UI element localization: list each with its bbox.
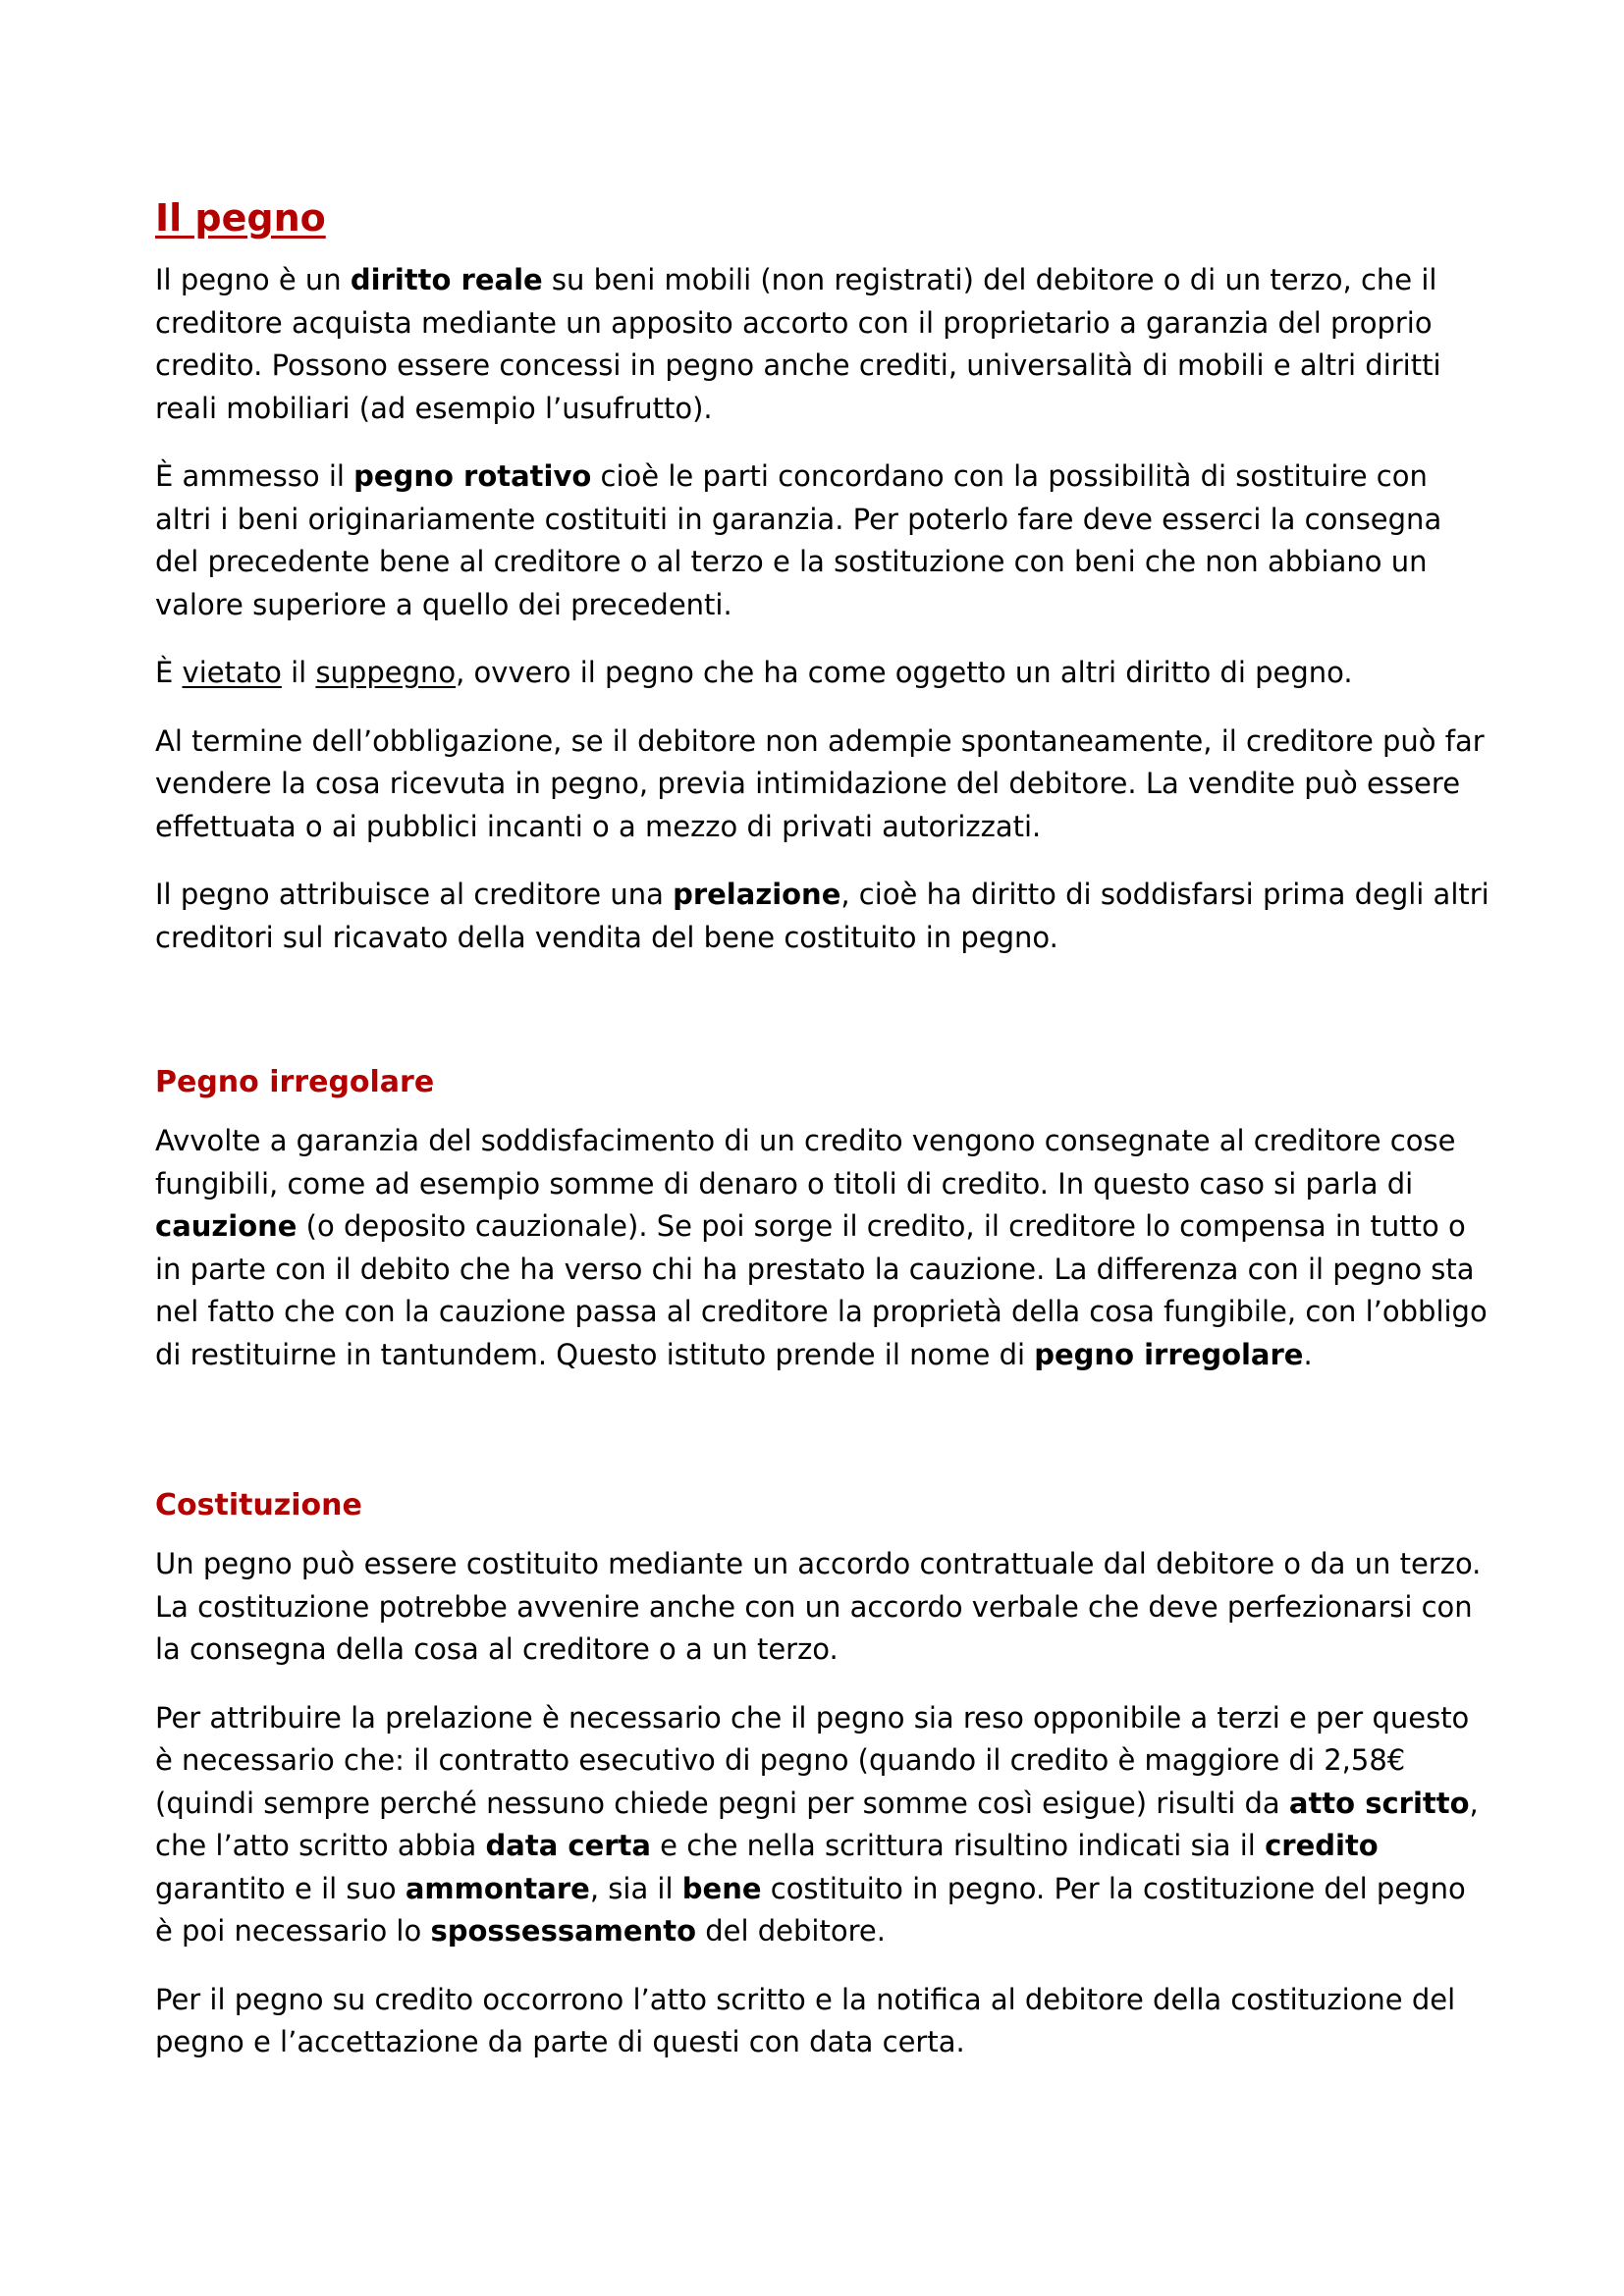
underlined-term: vietato [182,656,282,689]
text-run: , ovvero il pegno che ha come oggetto un altri diritto di pegno. [456,656,1353,689]
text-run: È [155,656,183,689]
text-run: del debitore. [696,1914,886,1948]
document-body [155,194,1490,2090]
paragraph-prelazione [155,874,1490,959]
text-run: costituito in pegno. Per la costituzione del pegno è poi necessario lo [155,1871,1466,1948]
text-run: il [281,656,316,689]
paragraph-pegno-su-credito: Per il pegno su credito occorrono l’atto scritto e la notifica al debitore della costituzione del pegno e l’accettazione da parte di questi con data certa. [155,1982,1456,2058]
bold-term: credito [1265,1829,1379,1862]
bold-term: pegno irregolare [1034,1337,1304,1371]
bold-term: spossessamento [430,1914,696,1948]
bold-term: pegno rotativo [353,459,592,493]
bold-term: cauzione [155,1209,298,1243]
page-title: Il pegno [155,196,326,240]
text-run: cioè le parti concordano con la possibilità di sostituire con altri i beni originariamente costituiti in garanzia. Per poterlo fare deve esserci la consegna del precedente bene al creditore o al terzo e la sostituzione con beni che non abbiano un valore superiore a quello dei precedenti. [155,459,1442,621]
text-run: . [1303,1337,1313,1371]
paragraph-cauzione [155,1120,1490,1376]
paragraph-pegno-rotativo [155,455,1490,626]
text-run: , cioè ha diritto di soddisfarsi prima degli altri creditori sul ricavato della vendita del bene costituito in pegno. [155,878,1489,954]
bold-term: ammontare [405,1871,590,1905]
text-run: e che nella scrittura risultino indicati sia il [650,1829,1266,1862]
text-run: , che l’atto scritto abbia [155,1786,1479,1862]
text-run: garantito e il suo [155,1871,406,1905]
bold-term: prelazione [673,878,841,911]
paragraph-definition [155,259,1490,430]
text-run: (o deposito cauzionale). Se poi sorge il credito, il creditore lo compensa in tutto o in parte con il debito che ha verso chi ha prestato la cauzione. La differenza con il pegno sta nel fatto che con la cauzione passa al creditore la proprietà della cosa fungibile, con l’obbligo di restituirne in tantundem. Questo istituto prende il nome di [155,1209,1488,1371]
text-run: Il pegno è un [155,263,351,296]
paragraph-costituzione: Un pegno può essere costituito mediante un accordo contrattuale dal debitore o da un terzo. La costituzione potrebbe avvenire anche con un accordo verbale che deve perfezionarsi con la consegna della cosa al creditore o a un terzo. [155,1547,1482,1666]
section-heading-costituzione: Costituzione [155,1488,362,1522]
paragraph-suppegno [155,652,1490,695]
bold-term: data certa [485,1829,651,1862]
paragraph-obbligazione: Al termine dell’obbligazione, se il debitore non adempie spontaneamente, il creditore può far vendere la cosa ricevuta in pegno, previa intimidazione del debitore. La vendite può essere effettuata o ai pubblici incanti o a mezzo di privati autorizzati. [155,723,1485,843]
spacer [155,1402,1490,1486]
bold-term: atto scritto [1288,1786,1470,1820]
text-run: Per attribuire la prelazione è necessario che il pegno sia reso opponibile a terzi e per questo è necessario che: il contratto esecutivo di pegno (quando il credito è maggiore di 2,58€ (quindi sempre perché nessuno chiede pegni per somme così esigue) risulti da [155,1700,1470,1820]
bold-term: diritto reale [350,263,543,296]
spacer [155,985,1490,1063]
text-run: È ammesso il [155,459,354,493]
text-run: Avvolte a garanzia del soddisfacimento di un credito vengono consegnate al creditore cose fungibili, come ad esempio somme di denaro o titoli di credito. In questo caso si parla di [155,1124,1456,1201]
underlined-term: suppegno [315,656,457,689]
text-run: su beni mobili (non registrati) del debitore o di un terzo, che il creditore acquista mediante un apposito accorto con il proprietario a garanzia del proprio credito. Possono essere concessi in pegno anche crediti, universalità di mobili e altri diritti reali mobiliari (ad esempio l’usufrutto). [155,263,1441,425]
text-run: , sia il [589,1871,682,1905]
section-heading-pegno-irregolare: Pegno irregolare [155,1065,435,1099]
bold-term: bene [681,1871,762,1905]
text-run: Il pegno attribuisce al creditore una [155,878,674,911]
paragraph-prelazione-requisiti [155,1697,1490,1953]
